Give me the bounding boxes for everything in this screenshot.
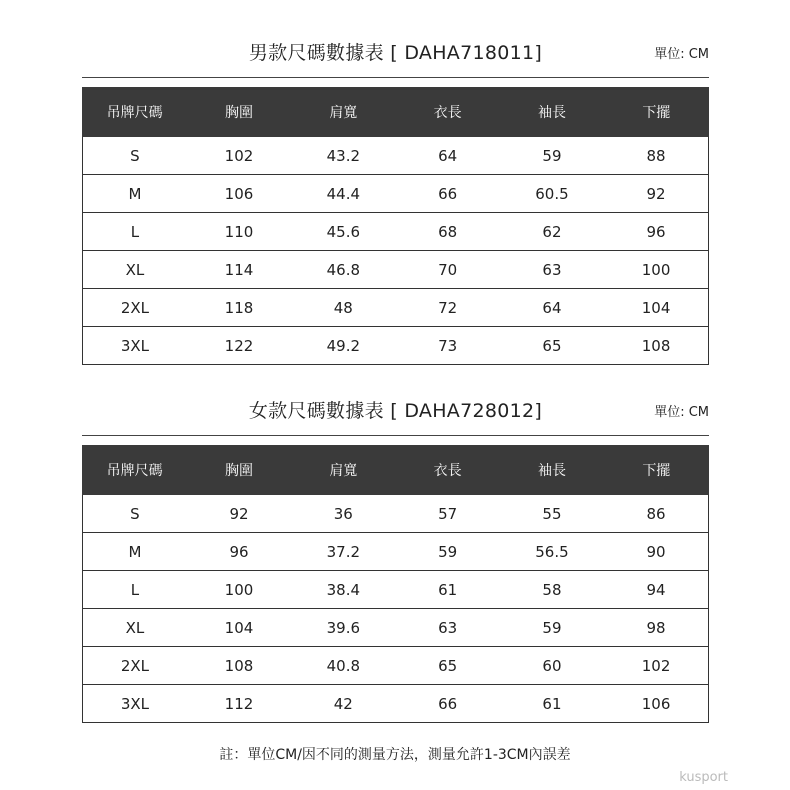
- col-hem: 下擺: [604, 446, 708, 495]
- table-cell: 44.4: [291, 175, 395, 213]
- table-header-row: [83, 88, 709, 137]
- table-cell: 100: [187, 571, 291, 609]
- men-size-chart: [82, 30, 709, 355]
- table-cell: 59: [395, 533, 499, 571]
- table-cell: 102: [604, 647, 708, 685]
- table-cell: M: [83, 533, 187, 571]
- table-row: [83, 495, 709, 533]
- table-cell: 108: [187, 647, 291, 685]
- table-cell: 56.5: [500, 533, 604, 571]
- table-cell: 39.6: [291, 609, 395, 647]
- col-tag-size: 吊牌尺碼: [83, 446, 187, 495]
- women-chart-unit: 單位: CM: [654, 405, 709, 420]
- table-cell: 66: [395, 175, 499, 213]
- table-cell: 88: [604, 137, 708, 175]
- women-chart-header: [82, 388, 709, 436]
- table-cell: 42: [291, 685, 395, 723]
- table-cell: 48: [291, 289, 395, 327]
- table-cell: 64: [395, 137, 499, 175]
- measurement-note: 註：單位CM/因不同的測量方法，測量允許1-3CM內誤差: [219, 747, 571, 763]
- table-row: [83, 137, 709, 175]
- table-cell: 66: [395, 685, 499, 723]
- table-row: [83, 647, 709, 685]
- table-cell: 37.2: [291, 533, 395, 571]
- women-chart-title: 女款尺碼數據表 [ DAHA728012]: [248, 400, 543, 422]
- table-cell: 68: [395, 213, 499, 251]
- table-cell: 43.2: [291, 137, 395, 175]
- men-chart-title: 男款尺碼數據表 [ DAHA718011]: [248, 42, 543, 64]
- table-row: [83, 571, 709, 609]
- table-cell: 102: [187, 137, 291, 175]
- table-cell: 73: [395, 327, 499, 365]
- table-cell: 57: [395, 495, 499, 533]
- table-cell: 59: [500, 137, 604, 175]
- table-cell: 3XL: [83, 685, 187, 723]
- table-cell: 61: [500, 685, 604, 723]
- table-cell: S: [83, 495, 187, 533]
- col-tag-size: 吊牌尺碼: [83, 88, 187, 137]
- men-chart-unit: 單位: CM: [654, 47, 709, 62]
- table-row: [83, 251, 709, 289]
- table-cell: XL: [83, 609, 187, 647]
- women-size-table: [82, 445, 709, 723]
- col-hem: 下擺: [604, 88, 708, 137]
- table-cell: 36: [291, 495, 395, 533]
- col-sleeve: 袖長: [500, 446, 604, 495]
- col-length: 衣長: [395, 446, 499, 495]
- table-cell: L: [83, 213, 187, 251]
- table-cell: 60.5: [500, 175, 604, 213]
- table-row: [83, 175, 709, 213]
- table-cell: 65: [500, 327, 604, 365]
- col-sleeve: 袖長: [500, 88, 604, 137]
- table-cell: 70: [395, 251, 499, 289]
- table-cell: 46.8: [291, 251, 395, 289]
- table-cell: 65: [395, 647, 499, 685]
- table-cell: 2XL: [83, 289, 187, 327]
- men-size-table: [82, 87, 709, 365]
- table-cell: 2XL: [83, 647, 187, 685]
- women-size-chart: [82, 388, 709, 713]
- table-cell: 110: [187, 213, 291, 251]
- table-row: [83, 533, 709, 571]
- table-row: [83, 213, 709, 251]
- col-shoulder: 肩寬: [291, 446, 395, 495]
- table-cell: 114: [187, 251, 291, 289]
- table-cell: 122: [187, 327, 291, 365]
- col-chest: 胸圍: [187, 88, 291, 137]
- table-header-row: [83, 446, 709, 495]
- table-cell: 55: [500, 495, 604, 533]
- table-cell: 94: [604, 571, 708, 609]
- table-row: [83, 327, 709, 365]
- table-cell: M: [83, 175, 187, 213]
- table-cell: L: [83, 571, 187, 609]
- table-cell: 61: [395, 571, 499, 609]
- table-cell: 100: [604, 251, 708, 289]
- table-cell: 49.2: [291, 327, 395, 365]
- table-row: [83, 289, 709, 327]
- table-cell: 92: [187, 495, 291, 533]
- men-chart-divider: [82, 77, 709, 78]
- table-cell: 108: [604, 327, 708, 365]
- table-cell: 96: [604, 213, 708, 251]
- table-cell: 90: [604, 533, 708, 571]
- women-chart-divider: [82, 435, 709, 436]
- table-cell: 112: [187, 685, 291, 723]
- table-cell: 63: [395, 609, 499, 647]
- table-cell: 38.4: [291, 571, 395, 609]
- table-cell: 104: [604, 289, 708, 327]
- table-cell: 60: [500, 647, 604, 685]
- table-cell: 62: [500, 213, 604, 251]
- table-cell: 98: [604, 609, 708, 647]
- col-shoulder: 肩寬: [291, 88, 395, 137]
- table-cell: 106: [604, 685, 708, 723]
- col-length: 衣長: [395, 88, 499, 137]
- table-cell: 118: [187, 289, 291, 327]
- col-chest: 胸圍: [187, 446, 291, 495]
- table-cell: S: [83, 137, 187, 175]
- table-cell: 72: [395, 289, 499, 327]
- table-cell: 64: [500, 289, 604, 327]
- table-cell: XL: [83, 251, 187, 289]
- table-cell: 58: [500, 571, 604, 609]
- table-cell: 96: [187, 533, 291, 571]
- table-cell: 59: [500, 609, 604, 647]
- table-cell: 45.6: [291, 213, 395, 251]
- table-cell: 63: [500, 251, 604, 289]
- brand-watermark: kusport: [679, 770, 728, 785]
- table-cell: 92: [604, 175, 708, 213]
- men-chart-header: [82, 30, 709, 78]
- table-cell: 40.8: [291, 647, 395, 685]
- table-cell: 104: [187, 609, 291, 647]
- table-row: [83, 609, 709, 647]
- table-cell: 106: [187, 175, 291, 213]
- table-cell: 86: [604, 495, 708, 533]
- table-cell: 3XL: [83, 327, 187, 365]
- table-row: [83, 685, 709, 723]
